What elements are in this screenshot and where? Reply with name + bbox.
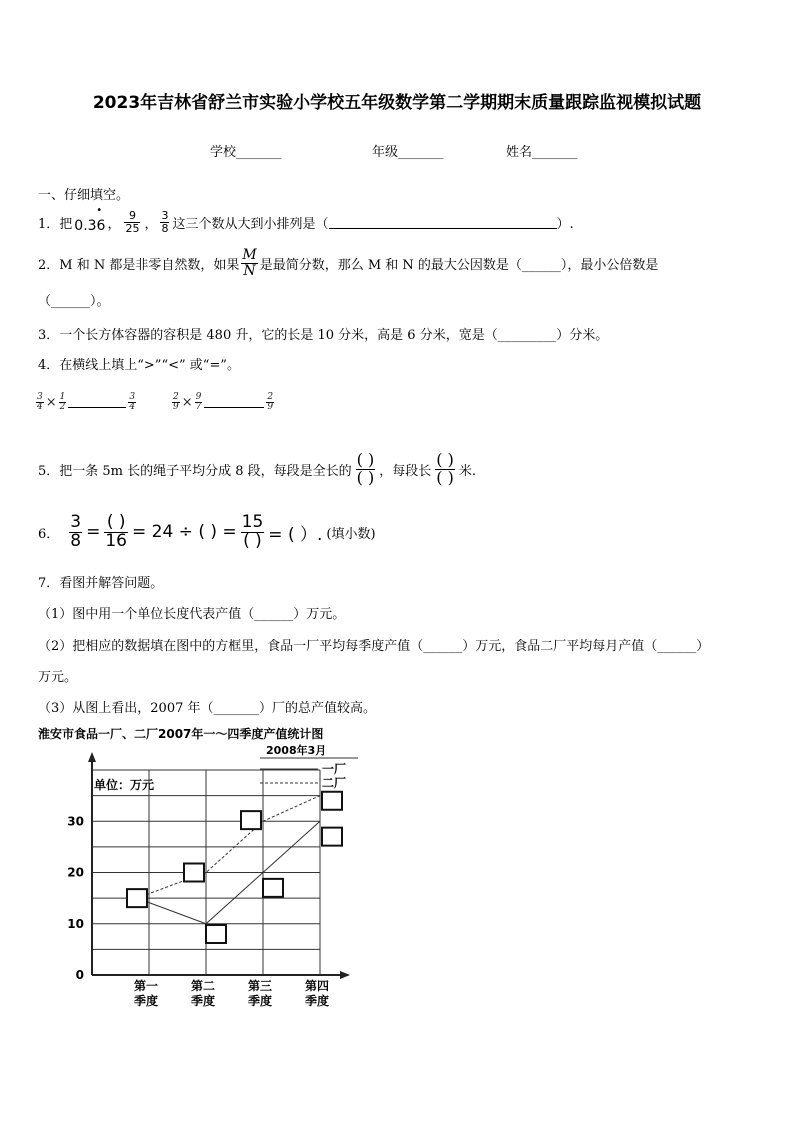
x-tick-label: 第一 [133,979,159,993]
y-axis-arrow [88,752,96,762]
question-7: 7．看图并解答问题。 [38,576,164,591]
q1-text: 这三个数从大到小排列是（ [172,216,329,232]
q7-sub-2-cont: 万元。 [38,670,78,685]
q6-prefix: 6． [38,526,60,542]
question-6 [38,510,376,554]
answer-boxes[interactable] [127,792,342,943]
q1-decimal: 0.36 • [74,205,106,234]
chart-date: 2008年3月 [266,744,327,757]
q7-sub-1[interactable]: （1）图中用一个单位长度代表产值（______）万元。 [38,607,346,622]
x-tick-label: 第二 [190,979,216,993]
chart-title: 淮安市食品一厂、二厂2007年一～四季度产值统计图 [38,727,324,741]
answer-box[interactable] [206,925,226,943]
q6-equals: = [86,522,101,542]
q5-text-b: ，每段长 [379,463,432,479]
q4b-frac-2: $\frac{9}{7}$ [195,392,202,413]
q2-text-b: 是最简分数，那么 M 和 N 的最大公因数是（______），最小公倍数是 [259,257,659,273]
q1-answer-blank[interactable] [329,215,557,229]
legend-label: 二厂 [322,776,347,790]
page-title: 2023年吉林省舒兰市实验小学校五年级数学第二学期期末质量跟踪监视模拟试题 [92,93,702,113]
y-tick-label: 10 [67,916,84,931]
q6-decimal-blank[interactable]: = ( ）. [268,524,323,545]
x-tick-label: 季度 [247,994,273,1008]
question-3[interactable]: 3．一个长方体容器的容积是 480 升，它的长是 10 分米，高是 6 分米，宽是（_________）分米。 [38,328,609,343]
name-field[interactable]: 姓名_______ [506,145,578,160]
q4a-frac-3: $\frac{3}{4}$ [129,392,136,413]
q1-fraction-b: $\frac{3}{8}$ [161,208,169,235]
q6-fraction-1: $\frac{3}{8}$ [70,511,82,551]
chart-series [137,796,320,924]
section-heading: 一、仔细填空。 [38,188,130,203]
q4b-frac-1: $\frac{2}{9}$ [173,392,179,413]
y-tick-label: 30 [67,814,84,829]
q4a-frac-1: $\frac{3}{4}$ [37,392,43,413]
q2-fraction: $\frac{M}{N}$ [242,246,257,279]
y-tick-label: 20 [67,865,84,880]
q5-blank-fraction-2[interactable]: $\frac{( )}{( )}$ [436,449,454,487]
q4b-answer-blank[interactable] [204,397,264,408]
q4-comparison-a [36,393,136,413]
chart-grid [92,770,320,975]
q1-close: ）. [556,216,574,232]
x-tick-label: 季度 [133,994,159,1008]
grade-field[interactable]: 年级_______ [372,145,444,160]
x-tick-label: 第三 [247,979,273,993]
q6-note: (填小数) [326,526,376,542]
q2-text-a: 2．M 和 N 都是非零自然数，如果 [38,257,240,273]
x-tick-label: 季度 [190,994,216,1008]
q1-fraction-a: $\frac{9}{25}$ [125,208,140,235]
q4-comparison-b [172,393,274,413]
q6-fraction-3[interactable]: $\frac{15}{( )}$ [241,511,264,551]
question-1 [38,205,574,239]
q2-line-2[interactable]: （______）。 [38,294,110,309]
school-field[interactable]: 学校_______ [210,145,282,160]
legend-label: 一厂 [322,762,347,776]
question-2 [38,244,658,282]
question-4: 4．在横线上填上“>”“<” 或“=”。 [38,358,240,373]
chart-legend [260,758,358,790]
x-tick-label: 第四 [304,979,330,993]
chart-labels [67,814,329,1008]
answer-box[interactable] [263,879,283,897]
q4a-frac-2: $\frac{1}{2}$ [59,392,66,413]
q4a-times: × [45,395,57,411]
answer-box[interactable] [184,864,204,882]
q1-comma-2: ， [144,216,158,232]
q4a-answer-blank[interactable] [68,397,126,408]
q1-prefix: 1．把 [38,216,73,232]
q5-text-c: 米. [458,463,476,479]
unit-label: 单位：万元 [94,778,155,792]
y-tick-label: 0 [75,968,84,982]
repeating-dot: • [96,205,103,216]
line-chart [30,722,410,1017]
q4b-frac-3: $\frac{2}{9}$ [267,392,274,413]
q6-division[interactable]: = 24 ÷ ( ) = [132,522,237,542]
question-5 [38,446,476,492]
q4b-times: × [181,395,193,411]
answer-box[interactable] [322,828,342,846]
q1-comma: ， [107,216,121,232]
answer-box[interactable] [241,811,261,829]
x-tick-label: 季度 [304,994,330,1008]
q6-fraction-2[interactable]: $\frac{( )}{16}$ [105,511,127,551]
q5-blank-fraction-1[interactable]: $\frac{( )}{( )}$ [356,449,375,487]
q7-sub-2[interactable]: （2）把相应的数据填在图中的方框里，食品一厂平均每季度产值（______）万元，食品二厂平均每月产值（______） [38,639,710,654]
x-axis-arrow [340,971,350,979]
q7-sub-3[interactable]: （3）从图上看出，2007 年（_______）厂的总产值较高。 [38,701,376,716]
answer-box[interactable] [322,792,342,810]
answer-box[interactable] [127,889,147,907]
q5-text-a: 5．把一条 5m 长的绳子平均分成 8 段，每段是全长的 [38,463,352,479]
